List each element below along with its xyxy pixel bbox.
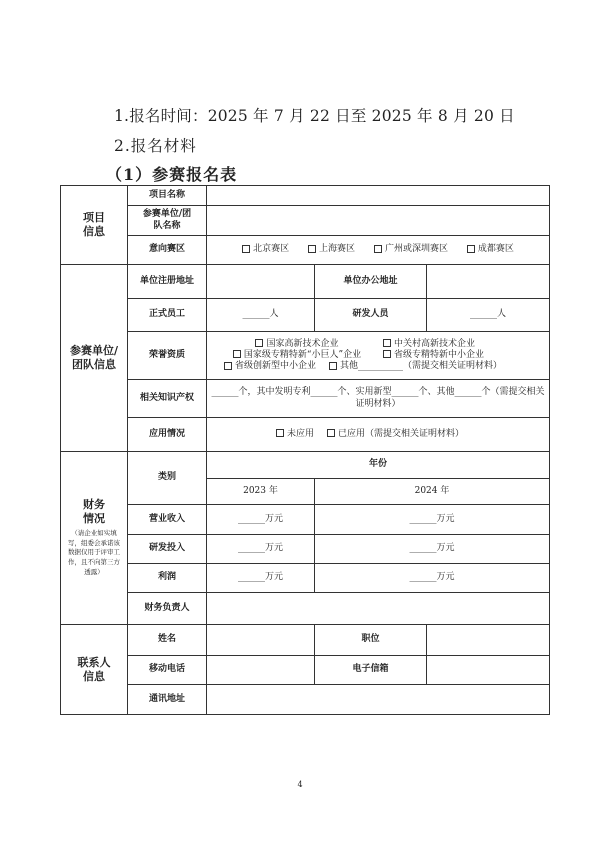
application-options (207, 418, 550, 452)
region-option-label: 北京赛区 (253, 244, 290, 255)
revenue-2024-field[interactable]: ______万元 (315, 505, 550, 535)
unit-name-field[interactable] (207, 206, 550, 236)
honor-option[interactable] (383, 339, 475, 350)
honor-option[interactable] (211, 350, 383, 361)
staff-label: 正式员工 (128, 299, 207, 332)
section-project-label: 项目 信息 (83, 211, 105, 238)
contact-name-label: 姓名 (128, 625, 207, 656)
reg-address-label: 单位注册地址 (128, 265, 207, 299)
honor-option-label: 中关村高新技术企业 (394, 338, 476, 349)
profit-2024-field[interactable]: ______万元 (315, 564, 550, 593)
honor-option-label: 国家级专精特新“小巨人”企业 (243, 349, 362, 360)
section-contact (61, 625, 128, 715)
region-option-label: 广州或深圳赛区 (384, 244, 448, 255)
region-option[interactable] (308, 244, 355, 255)
reg-address-field[interactable] (207, 265, 315, 299)
project-name-field[interactable] (207, 186, 550, 206)
checkbox-icon (255, 339, 263, 347)
email-field[interactable] (427, 656, 550, 685)
office-address-label: 单位办公地址 (315, 265, 427, 299)
checkbox-icon (224, 362, 232, 370)
address-label: 通讯地址 (128, 685, 207, 715)
rd-investment-2024-field[interactable]: ______万元 (315, 535, 550, 564)
finance-manager-label: 财务负责人 (128, 593, 207, 625)
checkbox-icon (308, 245, 316, 253)
checkbox-icon (329, 362, 337, 370)
application-option-label: 未应用 (287, 428, 315, 439)
profit-2023-field[interactable]: ______万元 (207, 564, 315, 593)
checkbox-icon (467, 245, 475, 253)
profit-label: 利润 (128, 564, 207, 593)
revenue-2023-field[interactable]: ______万元 (207, 505, 315, 535)
mobile-field[interactable] (207, 656, 315, 685)
honor-option[interactable] (329, 361, 502, 372)
year-label: 年份 (207, 452, 550, 479)
application-option[interactable] (276, 429, 314, 440)
checkbox-icon (233, 350, 241, 358)
finance-manager-field[interactable] (207, 593, 550, 625)
rd-investment-label: 研发投入 (128, 535, 207, 564)
registration-form-table (60, 185, 550, 715)
rd-staff-field[interactable]: ______人 (427, 299, 550, 332)
application-option-label: 已应用（需提交相关证明材料） (337, 428, 464, 439)
section-unit (61, 265, 128, 452)
checkbox-icon (242, 245, 250, 253)
year-2024-header: 2024 年 (315, 479, 550, 505)
materials-heading: 2.报名材料 (114, 137, 197, 155)
checkbox-icon (374, 245, 382, 253)
honor-option[interactable] (211, 339, 383, 350)
checkbox-icon (327, 429, 335, 437)
honor-option[interactable] (211, 361, 329, 372)
section-project (61, 186, 128, 265)
address-field[interactable] (207, 685, 550, 715)
honor-option-label: 省级专精特新中小企业 (394, 349, 485, 360)
region-label: 意向赛区 (128, 236, 207, 265)
finance-note: （请企业如实填写，组委会承诺该数据仅用于评审工作，且不向第三方透露） (68, 528, 120, 576)
region-option[interactable] (467, 244, 514, 255)
honor-options (207, 332, 550, 380)
honor-label: 荣誉资质 (128, 332, 207, 380)
region-option[interactable] (242, 244, 289, 255)
unit-name-label (128, 206, 207, 236)
mobile-label: 移动电话 (128, 656, 207, 685)
region-options (207, 236, 550, 265)
contact-name-field[interactable] (207, 625, 315, 656)
region-option-label: 上海赛区 (319, 244, 356, 255)
rd-staff-label: 研发人员 (315, 299, 427, 332)
category-label: 类别 (128, 452, 207, 505)
project-name-label: 项目名称 (128, 186, 207, 206)
honor-option-label: 其他__________（需提交相关证明材料） (340, 361, 503, 372)
application-label: 应用情况 (128, 418, 207, 452)
contact-title-field[interactable] (427, 625, 550, 656)
page-number: 4 (297, 780, 303, 789)
honor-option[interactable] (383, 350, 484, 361)
ip-label: 相关知识产权 (128, 380, 207, 418)
section-finance-label: 财务 情况 (83, 498, 105, 526)
registration-time: 1.报名时间：2025 年 7 月 22 日至 2025 年 8 月 20 日 (114, 107, 515, 125)
checkbox-icon (276, 429, 284, 437)
application-option[interactable] (327, 429, 464, 440)
section-unit-label: 参赛单位/ 团队信息 (69, 344, 119, 371)
email-label: 电子信箱 (315, 656, 427, 685)
revenue-label: 营业收入 (128, 505, 207, 535)
region-option[interactable] (374, 244, 448, 255)
contact-title-label: 职位 (315, 625, 427, 656)
checkbox-icon (383, 339, 391, 347)
region-option-label: 成都赛区 (477, 244, 514, 255)
form-heading: （1）参赛报名表 (106, 165, 238, 184)
checkbox-icon (383, 350, 391, 358)
unit-name-label-text: 参赛单位/团 队名称 (142, 209, 192, 231)
office-address-field[interactable] (427, 265, 550, 299)
staff-field[interactable]: ______人 (207, 299, 315, 332)
rd-investment-2023-field[interactable]: ______万元 (207, 535, 315, 564)
ip-field[interactable]: ______个，其中发明专利______个、实用新型______个、其他______个（需提交相关证明材料） (207, 380, 550, 418)
section-finance (61, 452, 128, 625)
section-contact-label: 联系人 信息 (77, 655, 111, 683)
honor-option-label: 国家高新技术企业 (266, 338, 339, 349)
year-2023-header: 2023 年 (207, 479, 315, 505)
honor-option-label: 省级创新型中小企业 (234, 361, 316, 372)
